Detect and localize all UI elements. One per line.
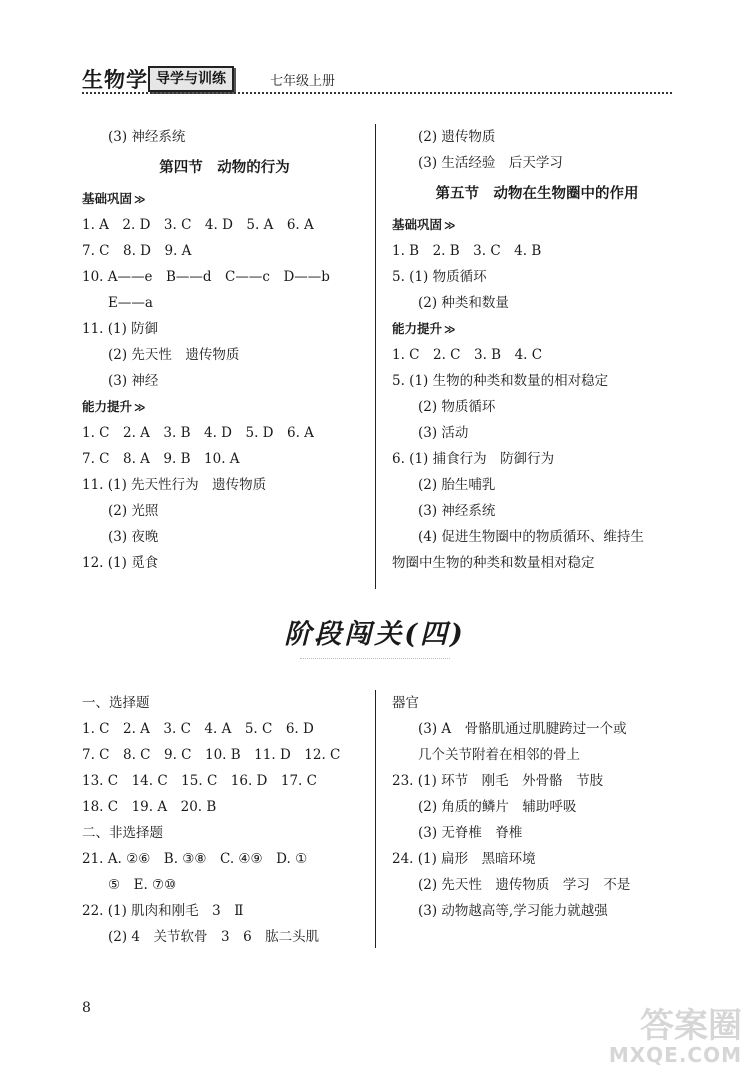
title-ornament [300, 648, 450, 659]
answer-line: (3) 动物越高等,学习能力就越强 [418, 903, 608, 919]
stage-title: 阶段闯关(四) [284, 619, 466, 650]
answer-line: (2) 光照 [108, 503, 159, 519]
section-title: 第四节 动物的行为 [159, 159, 290, 176]
page-header [82, 62, 672, 96]
answer-line: (2) 角质的鳞片 辅助呼吸 [418, 799, 577, 815]
section-tag-label: 能力提升 [392, 321, 443, 336]
answer-line: 1. B 2. B 3. C 4. B [392, 243, 542, 259]
answer-line: (4) 促进生物圈中的物质循环、维持生 [418, 529, 644, 545]
answer-line: 6. (1) 捕食行为 防御行为 [392, 451, 555, 467]
left-column [82, 124, 367, 576]
section-tag-label: 基础巩固 [392, 217, 443, 232]
answer-line: 1. C 2. C 3. B 4. C [392, 347, 543, 363]
answer-line: E——a [108, 295, 153, 311]
answer-line: (3) 神经 [108, 373, 159, 389]
answer-line: 器官 [392, 695, 419, 711]
answer-line: 几个关节附着在相邻的骨上 [418, 747, 580, 763]
answer-line: 二、非选择题 [82, 825, 163, 841]
answer-line: (3) 神经系统 [418, 503, 496, 519]
chevron-right-icon: ≫ [134, 401, 146, 414]
answer-line: 1. A 2. D 3. C 4. D 5. A 6. A [82, 217, 314, 233]
section-tag-label: 基础巩固 [82, 191, 133, 206]
answer-line: 24. (1) 扁形 黑暗环境 [392, 851, 536, 867]
answer-line: 5. (1) 生物的种类和数量的相对稳定 [392, 373, 609, 389]
answer-line: 7. C 8. D 9. A [82, 243, 192, 259]
stage-right-column [392, 690, 682, 924]
answer-line: 5. (1) 物质循环 [392, 269, 487, 285]
stage-column-divider [375, 690, 376, 948]
header-dotted-rule [82, 92, 672, 94]
series-badge: 导学与训练 [148, 66, 234, 92]
answer-line: 10. A——e B——d C——c D——b [82, 269, 330, 285]
answer-line: 7. C 8. A 9. B 10. A [82, 451, 240, 467]
answer-line: (2) 物质循环 [418, 399, 496, 415]
answer-line: 23. (1) 环节 刚毛 外骨骼 节肢 [392, 773, 604, 789]
column-divider [375, 124, 376, 589]
page-number: 8 [82, 1000, 91, 1016]
answer-line: (2) 胎生哺乳 [418, 477, 496, 493]
answer-line: 一、选择题 [82, 695, 150, 711]
answer-line: (3) A 骨骼肌通过肌腱跨过一个或 [418, 721, 627, 737]
section-tag [82, 394, 367, 420]
answer-line: (2) 遗传物质 [418, 129, 496, 145]
answer-line: (2) 种类和数量 [418, 295, 509, 311]
watermark-logo-text: 答案圈 [640, 1006, 742, 1046]
answer-line: 18. C 19. A 20. B [82, 799, 217, 815]
section-tag-label: 能力提升 [82, 399, 133, 414]
answer-line: (2) 先天性 遗传物质 学习 不是 [418, 877, 631, 893]
grade-label: 七年级上册 [270, 74, 336, 89]
answer-line: 12. (1) 觅食 [82, 555, 159, 571]
answer-line: 物圈中生物的种类和数量相对稳定 [392, 555, 595, 571]
answer-line: (3) 神经系统 [108, 129, 186, 145]
chevron-right-icon: ≫ [444, 219, 456, 232]
answer-line: 11. (1) 先天性行为 遗传物质 [82, 477, 267, 493]
answer-line: 11. (1) 防御 [82, 321, 159, 337]
answer-line: 7. C 8. C 9. C 10. B 11. D 12. C [82, 747, 341, 763]
section-tag [392, 316, 682, 342]
answer-line: (3) 活动 [418, 425, 469, 441]
stage-left-column [82, 690, 367, 950]
subject-title: 生物学 [82, 67, 148, 92]
answer-line: ⑤ E. ⑦⑩ [108, 877, 177, 893]
answer-line: (2) 4 关节软骨 3 6 肱二头肌 [108, 929, 320, 945]
site-watermark [609, 1008, 742, 1066]
answer-line: (3) 生活经验 后天学习 [418, 155, 563, 171]
chevron-right-icon: ≫ [134, 193, 146, 206]
answer-line: (3) 夜晚 [108, 529, 159, 545]
watermark-url: MXQE.COM [608, 1043, 742, 1067]
chevron-right-icon: ≫ [444, 323, 456, 336]
answer-line: (2) 先天性 遗传物质 [108, 347, 240, 363]
answer-line: 1. C 2. A 3. C 4. A 5. C 6. D [82, 721, 314, 737]
section-title: 第五节 动物在生物圈中的作用 [435, 185, 639, 202]
answer-line: (3) 无脊椎 脊椎 [418, 825, 523, 841]
answer-line: 22. (1) 肌肉和刚毛 3 Ⅱ [82, 903, 244, 919]
answer-line: 1. C 2. A 3. B 4. D 5. D 6. A [82, 425, 314, 441]
section-tag [392, 212, 682, 238]
section-tag [82, 186, 367, 212]
answer-line: 21. A. ②⑥ B. ③⑧ C. ④⑨ D. ① [82, 851, 308, 867]
right-column [392, 124, 682, 576]
answer-line: 13. C 14. C 15. C 16. D 17. C [82, 773, 317, 789]
